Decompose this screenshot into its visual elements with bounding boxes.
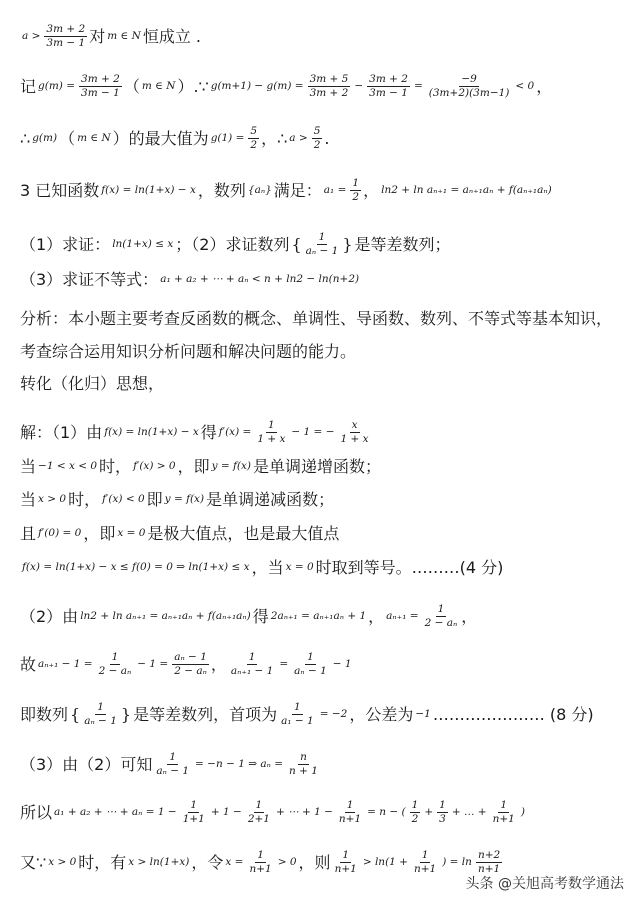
denominator: 3m − 1: [369, 87, 408, 100]
math: x = 0: [117, 527, 146, 540]
numerator: 1: [110, 652, 121, 665]
text: 是单调递减函数；: [206, 490, 335, 509]
math: = −2: [319, 707, 348, 720]
fraction: [423, 604, 460, 629]
denominator: aₙ − 1: [156, 765, 190, 778]
text: ）.∵: [177, 76, 209, 96]
fraction: [97, 652, 134, 677]
math: ) = ln: [442, 855, 472, 868]
text: ，即: [177, 457, 210, 476]
math: =: [413, 79, 423, 92]
text: ，∴: [261, 128, 288, 148]
text: 记: [20, 76, 37, 96]
text: ，数列: [197, 180, 246, 200]
text: 时取到等号。………(4 分): [315, 558, 504, 577]
math: g(m+1) − g(m) =: [210, 79, 304, 92]
denominator: 3m + 2: [309, 87, 349, 100]
text: 得: [252, 606, 269, 626]
line-5: [20, 232, 630, 257]
numerator: 3m + 2: [44, 24, 87, 37]
fraction: [410, 800, 421, 825]
denominator: n+1: [492, 813, 515, 826]
fraction: [367, 74, 410, 99]
math: a >: [22, 29, 41, 42]
math: −1 < x < 0: [38, 460, 98, 473]
denominator: 2: [411, 813, 419, 826]
math: aₙ₊₁ =: [386, 609, 419, 622]
text: 时，有: [78, 852, 127, 872]
text: ，: [368, 606, 385, 626]
fraction: [79, 74, 122, 99]
denominator: aₙ₊₁ − 1: [230, 665, 274, 678]
numerator: x: [350, 420, 360, 433]
line-3: [20, 126, 630, 151]
text: （3）由（2）可知: [20, 754, 153, 774]
math: − 1 =: [137, 657, 169, 670]
text: ，令: [191, 852, 224, 872]
text: ，即: [83, 524, 116, 543]
math: x = 0: [285, 561, 314, 574]
line-2: [20, 74, 630, 99]
denominator: n + 1: [289, 765, 318, 778]
numerator: 1: [305, 652, 316, 665]
denominator: (3m+2)(3m−1): [428, 87, 510, 100]
numerator: 1: [167, 752, 178, 765]
math: + 1 −: [210, 805, 242, 818]
fraction: [427, 74, 512, 99]
text: （1）求证：: [20, 234, 111, 254]
fraction: [229, 652, 275, 677]
numerator: aₙ − 1: [172, 652, 209, 665]
math: m ∈ N: [77, 131, 111, 144]
math: f′(0) = 0: [38, 527, 82, 540]
denominator: 1 + x: [340, 433, 369, 446]
math: {aₙ}: [247, 183, 272, 196]
denominator: 1+1: [182, 813, 205, 826]
text: 是等差数列；: [354, 234, 451, 254]
text: ，: [363, 180, 380, 200]
fraction: [337, 800, 363, 825]
text: 恒成立 .: [142, 26, 201, 46]
line-12: [20, 524, 630, 544]
watermark: 头条 @关旭高考数学通法: [465, 876, 624, 892]
math: y = f(x): [211, 460, 252, 473]
math: −1: [415, 707, 431, 720]
denominator: 2 − aₙ: [174, 665, 207, 678]
denominator: 3: [439, 813, 446, 826]
text: 故: [20, 654, 37, 674]
fraction: [350, 178, 361, 203]
text: 时，: [68, 490, 101, 509]
denominator: n+1: [338, 813, 362, 826]
fraction: [246, 800, 272, 825]
math: 2aₙ₊₁ = aₙ₊₁aₙ + 1: [270, 609, 367, 622]
text: 解：（1）由: [20, 422, 103, 442]
line-19: [20, 850, 630, 875]
math: x > ln(1+x): [128, 855, 190, 868]
set-notation: { $\frac{1}{\text{aₙ − 1}}$ }: [70, 701, 132, 728]
denominator: 1 + x: [257, 433, 286, 446]
text: ，: [210, 654, 227, 674]
text: ………………… (8 分): [432, 704, 594, 724]
fraction: [308, 74, 351, 99]
math: f′(x) =: [218, 425, 252, 438]
text: 当: [20, 457, 37, 476]
text: ，则: [298, 852, 331, 872]
denominator: 2: [250, 139, 258, 152]
text: 满足：: [273, 180, 322, 200]
math: > 0: [277, 855, 297, 868]
line-1: [20, 24, 630, 49]
math: ): [520, 805, 525, 818]
math: + ⋯ + 1 −: [275, 805, 333, 818]
text: 是单调递增函数；: [253, 457, 382, 476]
numerator: 1: [188, 800, 199, 813]
denominator: aₙ − 1: [294, 665, 327, 678]
text: ；（2）求证数列: [175, 234, 290, 254]
denominator: 3m − 1: [81, 87, 120, 100]
numerator: 1: [317, 232, 328, 245]
denominator: aₙ − 1: [84, 715, 117, 728]
text: 且: [20, 524, 37, 543]
text: （3）求证不等式：: [20, 270, 159, 289]
math: x =: [225, 855, 244, 868]
fraction: [312, 126, 323, 151]
math: f′(x) > 0: [133, 460, 176, 473]
text: ）的最大值为: [112, 128, 209, 148]
text: 即: [146, 490, 163, 509]
numerator: 1: [410, 800, 421, 813]
fraction: [287, 752, 320, 777]
fraction: [476, 850, 502, 875]
fraction: [172, 652, 209, 677]
text: ，: [536, 76, 553, 96]
numerator: −9: [459, 74, 478, 87]
denominator: a₁ − 1: [281, 715, 314, 728]
fraction: [437, 800, 448, 825]
line-14: [20, 604, 630, 629]
numerator: 1: [436, 604, 447, 617]
text: 当: [20, 490, 37, 509]
text: 是极大值点，也是最大值点: [147, 524, 340, 543]
fraction: [333, 850, 359, 875]
math: f(x) = ln(1+x) − x: [101, 183, 196, 196]
fraction: [248, 126, 259, 151]
fraction: [339, 420, 371, 445]
numerator: 5: [312, 126, 323, 139]
denominator: aₙ − 1: [305, 245, 339, 258]
math: m ∈ N: [141, 79, 176, 92]
math: x > 0: [48, 855, 77, 868]
math: aₙ₊₁ − 1 =: [38, 657, 93, 670]
denominator: n+1: [477, 863, 501, 876]
fraction: [255, 420, 287, 445]
denominator: 2+1: [247, 813, 270, 826]
text: 对: [89, 26, 106, 46]
numerator: 1: [345, 800, 356, 813]
fraction: [44, 24, 87, 49]
math: f′(x) < 0: [102, 493, 145, 506]
text: 是等差数列，首项为: [133, 704, 278, 724]
math: m ∈ N: [107, 29, 141, 42]
line-17: [20, 752, 630, 777]
numerator: 3m + 5: [308, 74, 351, 87]
analysis-paragraph: 分析：本小题主要考查反函数的概念、单调性、导函数、数列、不等式等基本知识，考查综合运用知识分析问题和解决问题的能力。: [20, 309, 613, 361]
denominator: n+1: [413, 863, 437, 876]
denominator: n+1: [334, 863, 357, 876]
transform-line: [20, 374, 630, 394]
math: − 1 = −: [291, 425, 335, 438]
numerator: 3m + 2: [367, 74, 410, 87]
numerator: 1: [437, 800, 448, 813]
text: 转化（化归）思想，: [20, 374, 165, 393]
math: +: [424, 805, 434, 818]
numerator: 5: [248, 126, 259, 139]
numerator: 1: [247, 652, 258, 665]
text: 又∵: [20, 852, 47, 872]
numerator: 1: [254, 800, 265, 813]
math: + … +: [451, 805, 487, 818]
math: g(m): [32, 131, 58, 144]
math: > ln(1 +: [362, 855, 408, 868]
fraction: [279, 702, 316, 727]
text: .: [324, 128, 330, 148]
fraction: [491, 800, 517, 825]
math: y = f(x): [164, 493, 205, 506]
text: 3 已知函数: [20, 180, 100, 200]
math: a₁ + a₂ + ⋯ + aₙ < n + ln2 − ln(n+2): [160, 273, 360, 286]
numerator: 1: [498, 800, 509, 813]
math: f(x) = ln(1+x) − x ≤ f(0) = 0 ⇒ ln(1+x) ≤ x: [22, 561, 250, 574]
math: x > 0: [38, 493, 67, 506]
math: a₁ + a₂ + ⋯ + aₙ = 1 −: [54, 805, 177, 818]
text: ，当: [251, 558, 284, 577]
math: < 0: [515, 79, 535, 92]
numerator: n+2: [476, 850, 502, 863]
fraction: [292, 652, 329, 677]
numerator: 1: [350, 178, 361, 191]
line-6: [20, 270, 630, 290]
line-11: [20, 490, 630, 510]
math: −: [354, 79, 364, 92]
numerator: n: [298, 752, 309, 765]
text: （: [123, 76, 140, 96]
math: g(m) =: [38, 79, 76, 92]
text: ，公差为: [349, 704, 414, 724]
fraction: [181, 800, 207, 825]
fraction: [154, 752, 191, 777]
denominator: 2 − aₙ: [98, 665, 132, 678]
line-16: [20, 702, 630, 727]
math: =: [279, 657, 289, 670]
text: （2）由: [20, 606, 79, 626]
text: ∴: [20, 128, 31, 148]
denominator: 2 − aₙ: [424, 617, 458, 630]
numerator: 1: [292, 702, 303, 715]
fraction: [247, 850, 273, 875]
denominator: 2: [352, 191, 360, 204]
numerator: 1: [420, 850, 431, 863]
denominator: n+1: [249, 863, 272, 876]
text: 时，: [99, 457, 132, 476]
text: ，: [461, 606, 478, 626]
math: = −n − 1 ⇒ aₙ =: [195, 757, 284, 770]
math: f(x) = ln(1+x) − x: [104, 425, 199, 438]
line-13: [20, 558, 630, 578]
math: − 1: [332, 657, 352, 670]
line-10: [20, 457, 630, 477]
text: 即数列: [20, 704, 69, 724]
line-9: [20, 420, 630, 445]
denominator: 2: [313, 139, 321, 152]
math: g(1) =: [210, 131, 245, 144]
math: ln2 + ln aₙ₊₁ = aₙ₊₁aₙ + f(aₙ₊₁aₙ): [80, 609, 251, 622]
numerator: 1: [255, 850, 266, 863]
line-4: [20, 178, 630, 203]
text: 得: [200, 422, 217, 442]
line-18: [20, 800, 630, 825]
numerator: 1: [95, 702, 106, 715]
denominator: 3m − 1: [46, 37, 86, 50]
math: ln2 + ln aₙ₊₁ = aₙ₊₁aₙ + f(aₙ₊₁aₙ): [381, 183, 552, 196]
numerator: 3m + 2: [79, 74, 122, 87]
text: （: [59, 128, 76, 148]
numerator: 1: [340, 850, 351, 863]
math: ln(1+x) ≤ x: [112, 237, 174, 250]
set-notation: { $\frac{1}{\text{aₙ − 1}}$ }: [291, 231, 353, 258]
fraction: [412, 850, 438, 875]
line-15: [20, 652, 630, 677]
numerator: 1: [266, 420, 277, 433]
math: a₁ =: [323, 183, 347, 196]
math: a >: [289, 131, 308, 144]
text: 所以: [20, 802, 53, 822]
math: = n − (: [367, 805, 406, 818]
